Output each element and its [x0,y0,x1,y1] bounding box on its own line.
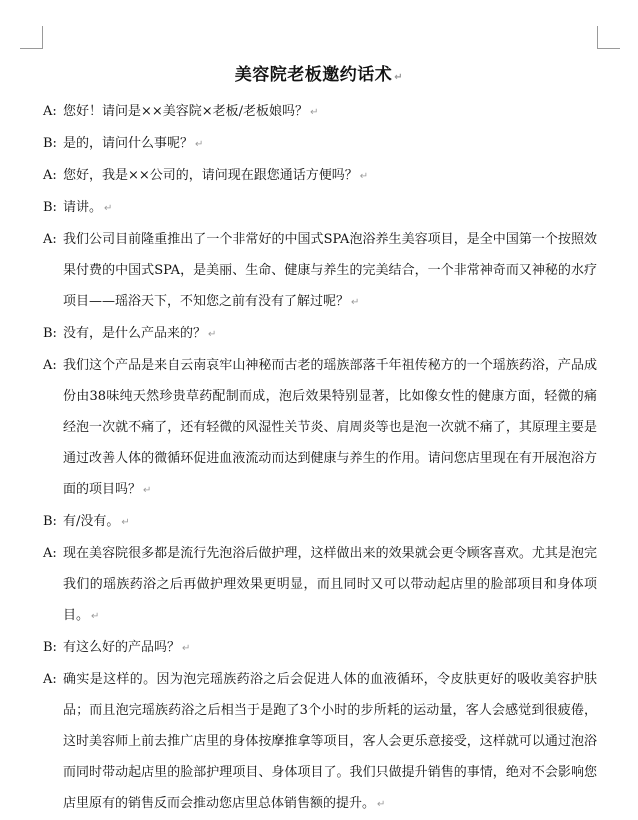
speaker-label: B: [43,640,57,655]
line-text: 没有，是什么产品来的？ [63,326,207,341]
speaker-label: B: [43,200,57,215]
paragraph-mark-icon: ↵ [394,72,404,83]
dialogue-line [43,506,597,538]
paragraph-mark-icon: ↵ [359,171,369,182]
dialogue-line [43,160,597,192]
speaker-label: B: [43,514,57,529]
line-text: 请讲。 [63,200,103,215]
dialogue-line [43,224,597,318]
dialogue-body [43,96,597,820]
line-text: 我们这个产品是来自云南哀牢山神秘而古老的瑶族部落千年祖传秘方的一个瑶族药浴，产品成份由38味纯天然珍贵草药配制而成，泡后效果特别显著，比如像女性的健康方面，轻微的痛经泡一次就不痛了，还有轻微的风湿性关节炎、肩周炎等也是泡一次就不痛了，其原理主要是通过改善人体的微循环促进血液流动而达到健康与养生的作用。请问您店里现在有开展泡浴方面的项目吗？ [63,358,597,497]
dialogue-line [43,128,597,160]
dialogue-line [43,96,597,128]
speaker-label: A: [43,358,57,373]
line-text: 现在美容院很多都是流行先泡浴后做护理，这样做出来的效果就会更令顾客喜欢。尤其是泡完我们的瑶族药浴之后再做护理效果更明显，而且同时又可以带动起店里的脸部项目和身体项目。 [63,546,597,623]
line-text: 是的，请问什么事呢？ [63,136,194,151]
dialogue-line [43,192,597,224]
paragraph-mark-icon: ↵ [310,107,319,118]
line-text: 确实是这样的。因为泡完瑶族药浴之后会促进人体的血液循环，令皮肤更好的吸收美容护肤品；而且泡完瑶族药浴之后相当于是跑了3个小时的步所耗的运动量，客人会感觉到很疲倦，这时美容师上前去推广店里的身体按摩推拿等项目，客人会更乐意接受，这样就可以通过泡浴而同时带动起店里的脸部护理项目、身体项目了。我们只做提升销售的事情，绝对不会影响您店里原有的销售反而会推动您店里总体销售额的提升。 [63,672,597,811]
speaker-label: B: [43,136,57,151]
paragraph-mark-icon: ↵ [104,203,113,214]
speaker-label: A: [43,546,57,561]
document-title: 美容院老板邀约话术 ↵ [234,65,404,85]
dialogue-line [43,538,597,632]
speaker-label: A: [43,672,57,687]
speaker-label: A: [43,232,57,247]
paragraph-mark-icon: ↵ [121,517,130,528]
dialogue-line [43,664,597,820]
line-text: 有/没有。 [63,514,120,529]
paragraph-mark-icon: ↵ [182,643,191,654]
line-text: 有这么好的产品吗？ [63,640,181,655]
paragraph-mark-icon: ↵ [351,297,360,308]
crop-mark-top-left [20,26,43,49]
line-text: 您好！请问是××美容院×老板/老板娘吗？ [63,104,309,119]
crop-mark-top-right [597,26,620,49]
speaker-label: B: [43,326,57,341]
dialogue-line [43,318,597,350]
paragraph-mark-icon: ↵ [377,799,386,810]
line-text: 我们公司目前隆重推出了一个非常好的中国式SPA泡浴养生美容项目，是全中国第一个按照效果付费的中国式SPA，是美丽、生命、健康与养生的完美结合，一个非常神奇而又神秘的水疗项目——瑶浴天下，不知您之前有没有了解过呢？ [63,232,597,309]
paragraph-mark-icon: ↵ [143,485,152,496]
paragraph-mark-icon: ↵ [208,329,217,340]
speaker-label: A: [43,104,57,119]
dialogue-line [43,632,597,664]
line-text: 您好，我是××公司的，请问现在跟您通话方便吗？ [63,168,358,183]
paragraph-mark-icon: ↵ [195,139,204,150]
speaker-label: A: [43,168,57,183]
dialogue-line [43,350,597,506]
paragraph-mark-icon: ↵ [91,611,100,622]
